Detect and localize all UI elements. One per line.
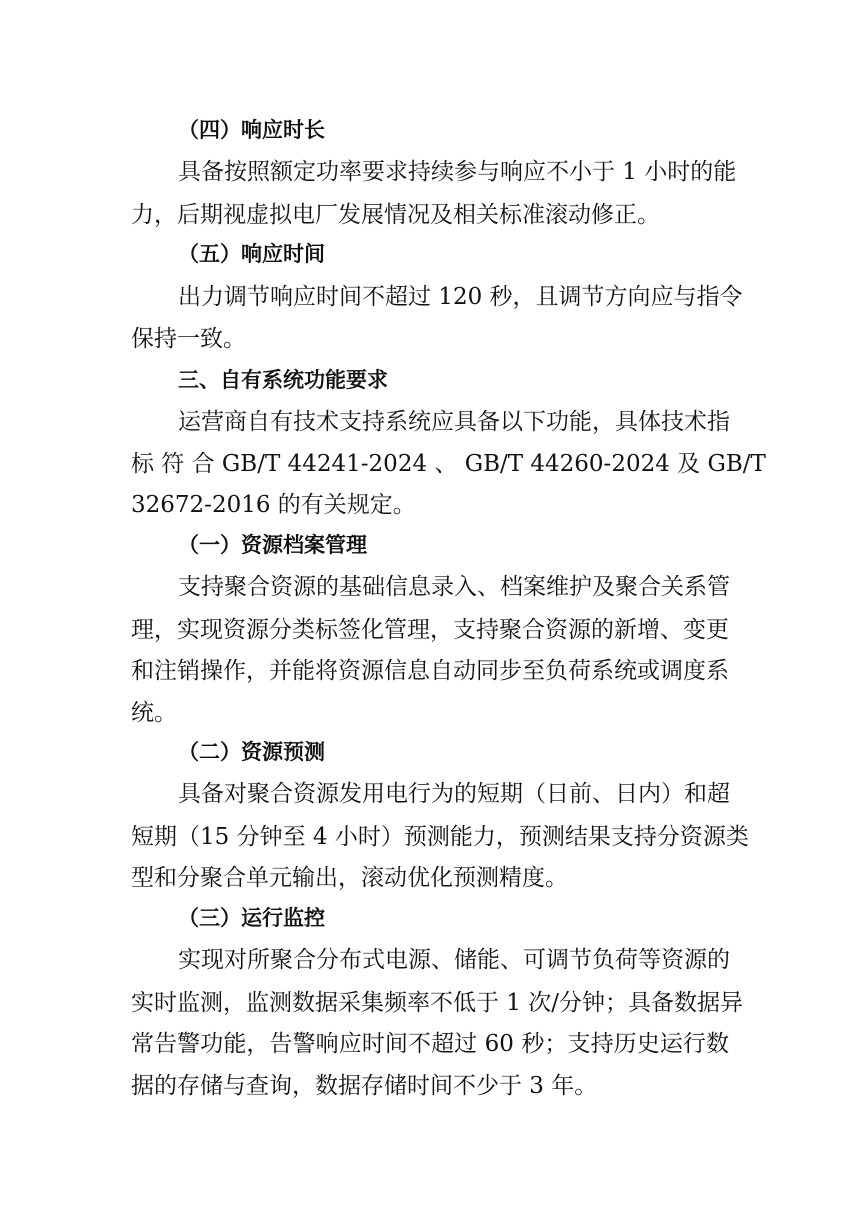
paragraph-line: 力，后期视虚拟电厂发展情况及相关标准滚动修正。: [131, 202, 660, 228]
section-heading-resource-forecast: （二）资源预测: [178, 740, 325, 764]
paragraph-line: 实时监测，监测数据采集频率不低于 1 次/分钟；具备数据异: [131, 990, 744, 1016]
section-heading-system-requirements: 三、自有系统功能要求: [178, 368, 388, 392]
paragraph-line: 出力调节响应时间不超过 120 秒，且调节方向应与指令: [178, 284, 743, 310]
paragraph-line: 支持聚合资源的基础信息录入、档案维护及聚合关系管: [178, 574, 730, 600]
paragraph-line: 标 符 合 GB/T 44241-2024 、 GB/T 44260-2024 及 GB/T: [131, 451, 766, 477]
paragraph-line: 统。: [131, 700, 177, 726]
section-heading-response-time: （五）响应时间: [178, 242, 325, 266]
section-heading-resource-archive: （一）资源档案管理: [178, 533, 367, 557]
paragraph-line: 实现对所聚合分布式电源、储能、可调节负荷等资源的: [178, 947, 730, 973]
paragraph-line: 和注销操作，并能将资源信息自动同步至负荷系统或调度系: [131, 658, 729, 684]
paragraph-line: 32672-2016 的有关规定。: [131, 492, 416, 518]
paragraph-line: 短期（15 分钟至 4 小时）预测能力，预测结果支持分资源类: [131, 824, 749, 850]
paragraph-line: 常告警功能，告警响应时间不超过 60 秒；支持历史运行数: [131, 1031, 729, 1057]
paragraph-line: 具备按照额定功率要求持续参与响应不小于 1 小时的能: [178, 159, 737, 185]
paragraph-line: 保持一致。: [131, 326, 246, 352]
paragraph-line: 型和分聚合单元输出，滚动优化预测精度。: [131, 865, 568, 891]
section-heading-operation-monitoring: （三）运行监控: [178, 906, 325, 930]
section-heading-response-duration: （四）响应时长: [178, 118, 325, 142]
paragraph-line: 运营商自有技术支持系统应具备以下功能，具体技术指: [178, 409, 730, 435]
paragraph-line: 理，实现资源分类标签化管理，支持聚合资源的新增、变更: [131, 617, 729, 643]
paragraph-line: 具备对聚合资源发用电行为的短期（日前、日内）和超: [178, 781, 730, 807]
paragraph-line: 据的存储与查询，数据存储时间不少于 3 年。: [131, 1073, 598, 1099]
